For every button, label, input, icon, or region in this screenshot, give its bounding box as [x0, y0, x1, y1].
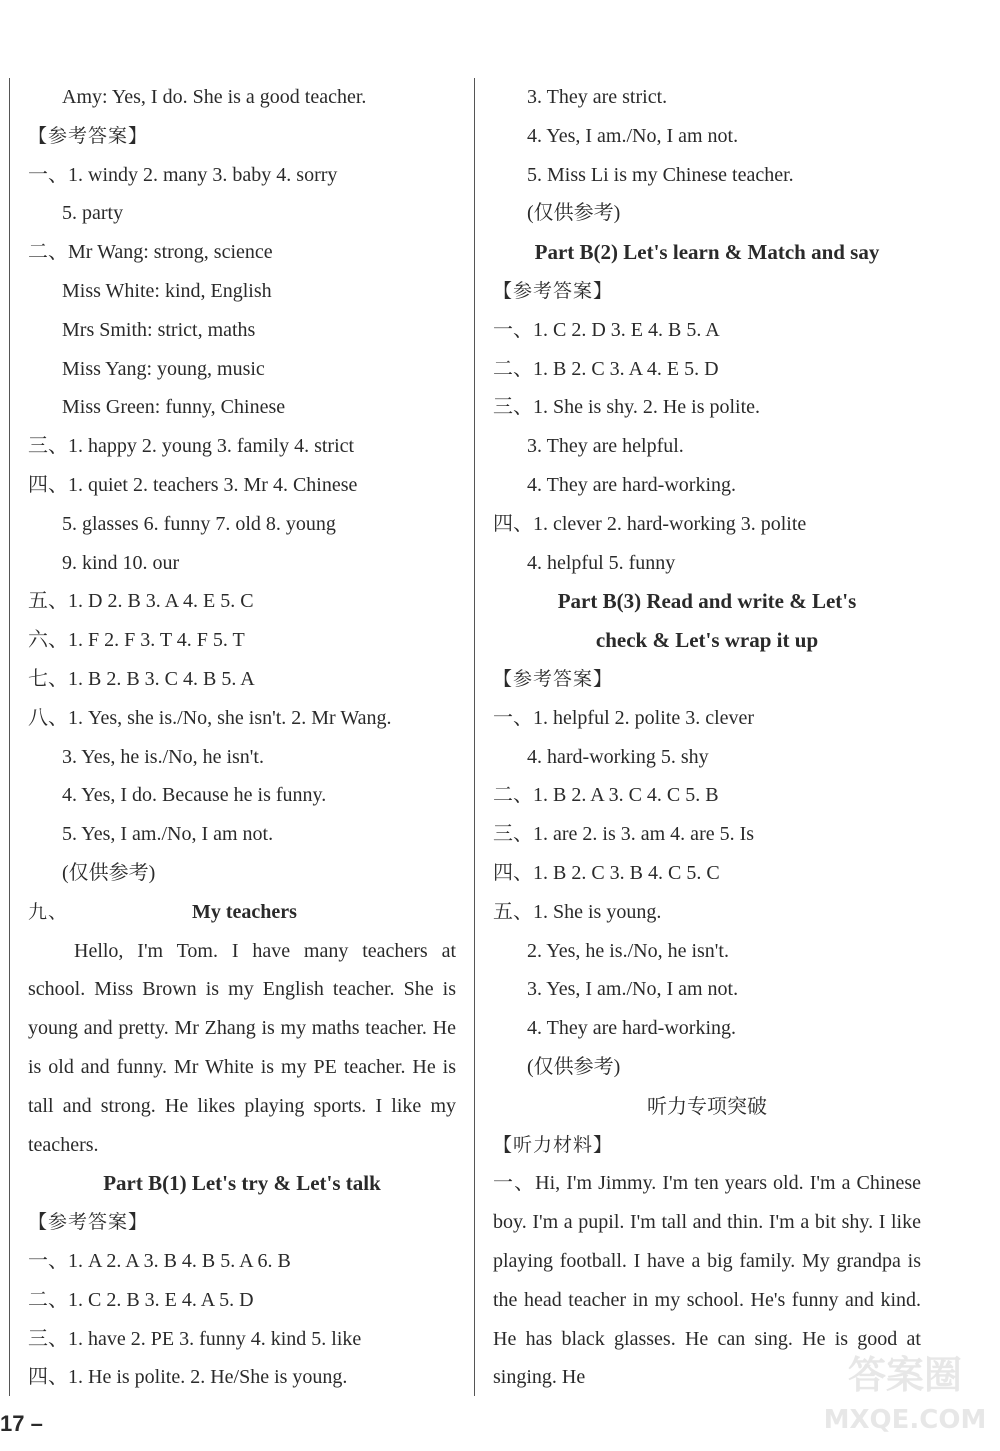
right-line: 【听力材料】 — [493, 1133, 614, 1156]
right-line: 4. They are hard-working. — [527, 473, 737, 496]
left-line: 5. Yes, I am./No, I am not. — [62, 823, 274, 846]
right-line: 【参考答案】 — [493, 279, 614, 302]
right-line: 4. hard-working 5. shy — [527, 745, 709, 768]
right-line: check & Let's wrap it up — [595, 628, 819, 653]
left-b-line: 【参考答案】 — [28, 1211, 149, 1234]
left-line: 四、1. quiet 2. teachers 3. Mr 4. Chinese — [28, 473, 358, 496]
right-line: Part B(2) Let's learn & Match and say — [534, 240, 880, 265]
left-line: 二、Mr Wang: strong, science — [28, 241, 273, 264]
listening-material: 一、Hi, I'm Jimmy. I'm ten years old. I'm a Chinese boy. I'm a pupil. I'm tall and thin. I'm a bit shy. I like playing football. I have a big family. My grandpa is the head teacher in my school. He's funny and kind. He has black glasses. He can sing. He is good at singing. He — [493, 1172, 921, 1389]
right-answer-lines — [493, 78, 921, 1164]
column-divider — [474, 78, 475, 1396]
left-line: 5. party — [62, 202, 124, 225]
left-line: Miss White: kind, English — [62, 279, 272, 302]
left-b-line: Part B(1) Let's try & Let's talk — [103, 1171, 381, 1196]
right-line: Part B(3) Read and write & Let's — [557, 589, 857, 614]
page-number: 17 – — [0, 1411, 43, 1436]
right-line: 3. Yes, I am./No, I am not. — [527, 978, 739, 1001]
right-line: 三、1. She is shy. 2. He is polite. — [493, 396, 761, 419]
left-line: (仅供参考) — [62, 861, 156, 884]
left-line: 八、1. Yes, she is./No, she isn't. 2. Mr Wang. — [28, 706, 392, 729]
left-line: 六、1. F 2. F 3. T 4. F 5. T — [28, 629, 245, 652]
right-line: 4. Yes, I am./No, I am not. — [527, 124, 739, 147]
left-b-line: 一、1. A 2. A 3. B 4. B 5. A 6. B — [28, 1249, 291, 1272]
left-line: 七、1. B 2. B 3. C 4. B 5. A — [28, 667, 255, 690]
left-b-line: 二、1. C 2. B 3. E 4. A 5. D — [28, 1288, 254, 1311]
right-line: 二、1. B 2. C 3. A 4. E 5. D — [493, 357, 719, 380]
right-line: 3. They are strict. — [527, 86, 668, 108]
left-line: Amy: Yes, I do. She is a good teacher. — [62, 86, 367, 108]
right-line: 三、1. are 2. is 3. am 4. are 5. Is — [493, 823, 755, 846]
left-line: Mrs Smith: strict, maths — [62, 318, 256, 341]
left-line: 9. kind 10. our — [62, 551, 180, 574]
right-line: 一、1. helpful 2. polite 3. clever — [493, 706, 755, 729]
right-line: 【参考答案】 — [493, 667, 614, 690]
left-line: 五、1. D 2. B 3. A 4. E 5. C — [28, 590, 254, 613]
left-column — [28, 78, 456, 1397]
essay-title: My teachers — [192, 900, 297, 923]
left-line: Miss Yang: young, music — [62, 357, 265, 380]
essay-label: 九、 — [28, 900, 69, 923]
right-line: 四、1. B 2. C 3. B 4. C 5. C — [493, 861, 720, 884]
right-line: 2. Yes, he is./No, he isn't. — [527, 939, 729, 962]
right-line: 3. They are helpful. — [527, 435, 684, 458]
left-margin-rule — [9, 78, 10, 1396]
right-line: 4. helpful 5. funny — [527, 551, 676, 574]
left-line: 【参考答案】 — [28, 124, 149, 147]
watermark-url: MXQE.COM — [823, 1405, 987, 1435]
right-line: 4. They are hard-working. — [527, 1017, 737, 1040]
right-line: 四、1. clever 2. hard-working 3. polite — [493, 512, 807, 535]
essay-heading — [28, 893, 456, 932]
right-line: 5. Miss Li is my Chinese teacher. — [527, 163, 794, 186]
right-line: 五、1. She is young. — [493, 900, 662, 923]
right-column — [493, 78, 921, 1397]
left-line: 4. Yes, I do. Because he is funny. — [62, 784, 327, 807]
watermark-logo — [820, 1340, 990, 1440]
right-line: (仅供参考) — [527, 1055, 621, 1078]
left-line: 5. glasses 6. funny 7. old 8. young — [62, 512, 336, 535]
watermark-text: 答案圈 — [847, 1353, 963, 1397]
left-b-line: 四、1. He is polite. 2. He/She is young. — [28, 1366, 348, 1389]
right-line: 一、1. C 2. D 3. E 4. B 5. A — [493, 318, 720, 341]
left-line: Miss Green: funny, Chinese — [62, 396, 286, 419]
left-b-line: 三、1. have 2. PE 3. funny 4. kind 5. like — [28, 1327, 362, 1350]
left-line: 一、1. windy 2. many 3. baby 4. sorry — [28, 163, 338, 186]
left-line: 三、1. happy 2. young 3. family 4. strict — [28, 435, 355, 458]
left-line: 3. Yes, he is./No, he isn't. — [62, 745, 264, 768]
essay-body: Hello, I'm Tom. I have many teachers at school. Miss Brown is my English teacher. She is young and pretty. Mr Zhang is my maths teacher. He is old and funny. Mr White is my PE teacher. He is tall and strong. He likes playing sports. I like my teachers. — [28, 939, 456, 1156]
right-line: 听力专项突破 — [647, 1093, 767, 1118]
left-answer-lines — [28, 78, 456, 893]
right-line: (仅供参考) — [527, 202, 621, 225]
right-line: 二、1. B 2. A 3. C 4. C 5. B — [493, 784, 719, 807]
part-b1-lines — [28, 1164, 456, 1397]
